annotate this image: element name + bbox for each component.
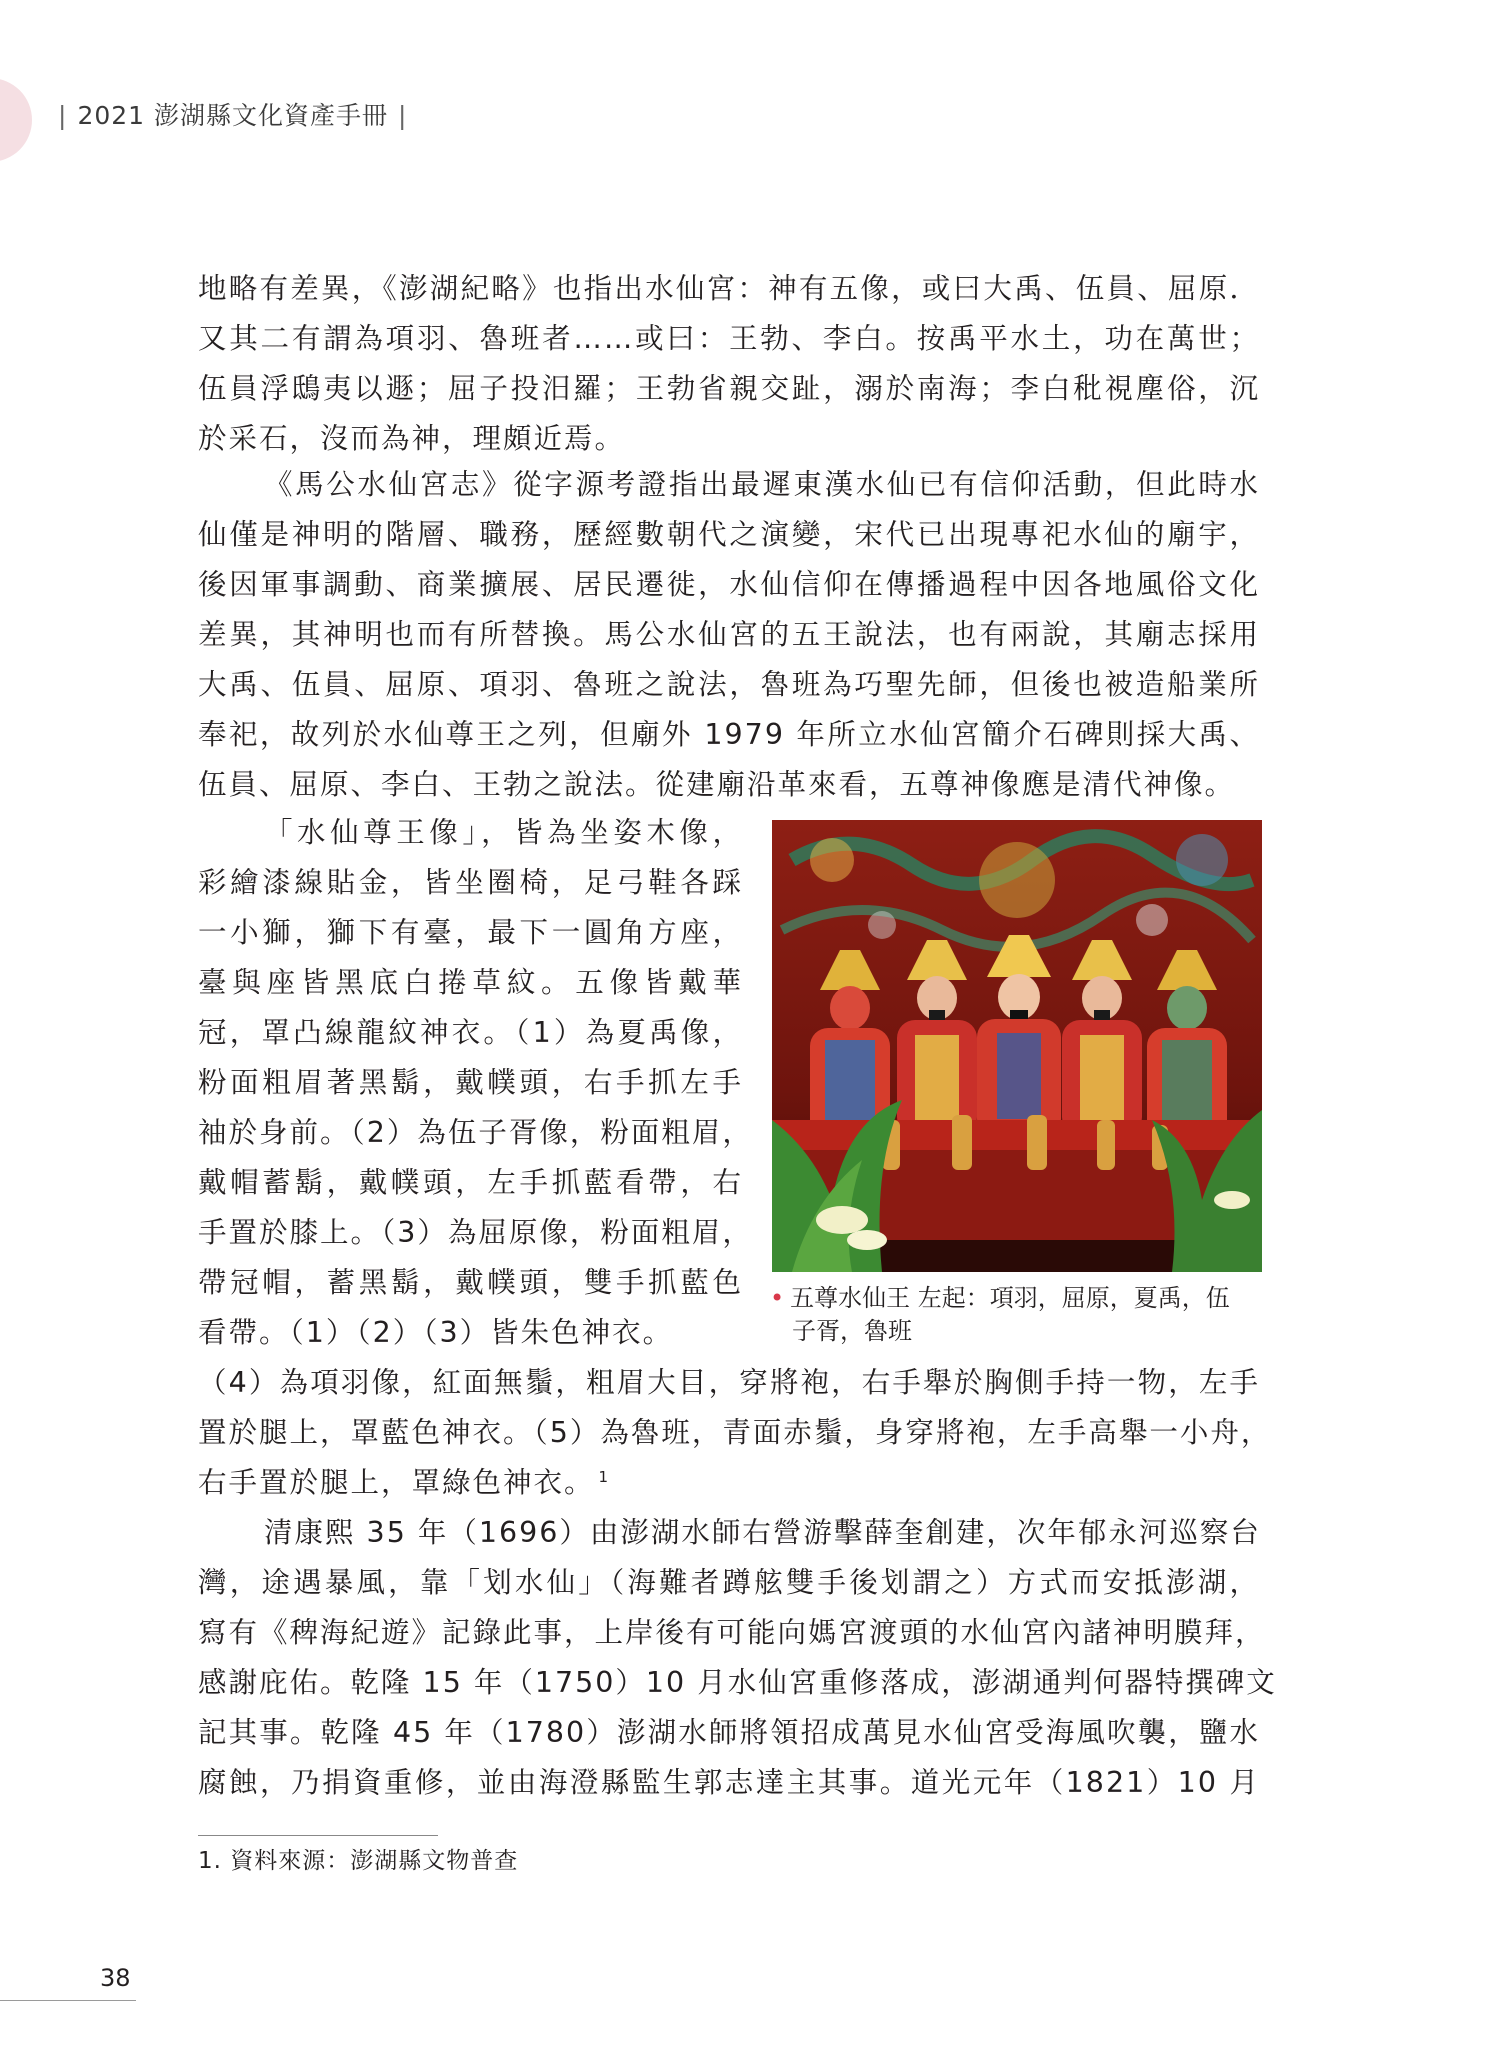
caption-line-1: 五尊水仙王 左起：項羽，屈原，夏禹，伍 xyxy=(790,1284,1230,1312)
header-bar-left: | xyxy=(58,101,68,130)
text-line: 記其事。乾隆 45 年（1780）澎湖水師將領招成萬見水仙宮受海風吹襲，鹽水 xyxy=(198,1716,1260,1749)
text-line-content: 右手置於腿上，罩綠色神衣。 xyxy=(198,1466,595,1499)
text-line: 伍員、屈原、李白、王勃之說法。從建廟沿革來看，五尊神像應是清代神像。 xyxy=(198,768,1236,801)
text-line: 大禹、伍員、屈原、項羽、魯班之說法，魯班為巧聖先師，但後也被造船業所 xyxy=(198,668,1260,701)
text-line: 地略有差異，《澎湖紀略》也指出水仙宮：神有五像，或曰大禹、伍員、屈原． xyxy=(198,272,1260,305)
text-line: 感謝庇佑。乾隆 15 年（1750）10 月水仙宮重修落成，澎湖通判何器特撰碑文 xyxy=(198,1666,1277,1699)
page-number: 38 xyxy=(100,1964,131,1992)
caption-bullet: • xyxy=(770,1284,785,1312)
corner-decoration xyxy=(0,78,32,162)
text-line: 彩繪漆線貼金，皆坐圈椅，足弓鞋各踩 xyxy=(198,866,743,899)
text-line: 戴帽蓄鬍，戴幞頭，左手抓藍看帶，右 xyxy=(198,1166,743,1199)
text-line: 寫有《稗海紀遊》記錄此事，上岸後有可能向媽宮渡頭的水仙宮內諸神明膜拜， xyxy=(198,1616,1266,1649)
footnote-divider xyxy=(198,1835,438,1836)
header-bar-right: | xyxy=(398,101,408,130)
text-line: 手置於膝上。（3）為屈原像，粉面粗眉， xyxy=(198,1216,753,1249)
text-line: （4）為項羽像，紅面無鬚，粗眉大目，穿將袍，右手舉於胸側手持一物，左手 xyxy=(198,1366,1260,1399)
text-line: 腐蝕，乃捐資重修，並由海澄縣監生郭志達主其事。道光元年（1821）10 月 xyxy=(198,1766,1260,1799)
text-line: 奉祀，故列於水仙尊王之列，但廟外 1979 年所立水仙宮簡介石碑則採大禹、 xyxy=(198,718,1260,751)
paragraph-4 xyxy=(198,1508,1277,1808)
text-line: 置於腿上，罩藍色神衣。（5）為魯班，青面赤鬚，身穿將袍，左手高舉一小舟， xyxy=(198,1416,1272,1449)
paragraph-1 xyxy=(198,264,1260,464)
text-line: 看帶。（1）（2）（3）皆朱色神衣。 xyxy=(198,1316,674,1349)
text-line: 又其二有謂為項羽、魯班者……或曰：王勃、李白。按禹平水土，功在萬世； xyxy=(198,322,1260,355)
text-line: 冠，罩凸線龍紋神衣。（1）為夏禹像， xyxy=(198,1016,743,1049)
figure-caption xyxy=(770,1282,1270,1348)
running-header xyxy=(58,96,417,132)
text-line: 於采石，沒而為神，理頗近焉。 xyxy=(198,422,626,455)
header-title: 2021 澎湖縣文化資產手冊 xyxy=(77,101,389,130)
text-line xyxy=(198,1458,1260,1508)
text-line: 後因軍事調動、商業擴展、居民遷徙，水仙信仰在傳播過程中因各地風俗文化 xyxy=(198,568,1260,601)
page-number-rule xyxy=(0,2000,136,2001)
text-line: 一小獅，獅下有臺，最下一圓角方座， xyxy=(198,916,743,949)
deity-photo-illustration xyxy=(772,820,1262,1272)
paragraph-2 xyxy=(198,460,1260,810)
text-line: 仙僅是神明的階層、職務，歷經數朝代之演變，宋代已出現專祀水仙的廟宇， xyxy=(198,518,1260,551)
footnote: 1. 資料來源：澎湖縣文物普查 xyxy=(198,1848,519,1874)
text-line: 灣，途遇暴風，靠「划水仙」（海難者蹲舷雙手後划謂之）方式而安抵澎湖， xyxy=(198,1566,1260,1599)
text-line: 清康熙 35 年（1696）由澎湖水師右營游擊薛奎創建，次年郁永河巡察台 xyxy=(264,1516,1261,1549)
text-line: 「水仙尊王像」，皆為坐姿木像， xyxy=(264,816,743,849)
caption-line-2: 子胥，魯班 xyxy=(792,1317,912,1345)
deity-photo xyxy=(772,820,1262,1272)
text-line: 伍員浮鴟夷以遯；屈子投汨羅；王勃省親交趾，溺於南海；李白秕視塵俗，沉 xyxy=(198,372,1260,405)
paragraph-3-wrapped xyxy=(198,808,753,1358)
text-line: 臺與座皆黑底白捲草紋。五像皆戴華 xyxy=(198,966,743,999)
footnote-reference: 1 xyxy=(598,1467,611,1486)
text-line: 粉面粗眉著黑鬍，戴幞頭，右手抓左手 xyxy=(198,1066,743,1099)
text-line: 差異，其神明也而有所替換。馬公水仙宮的五王說法，也有兩說，其廟志採用 xyxy=(198,618,1260,651)
paragraph-3-continued xyxy=(198,1358,1272,1508)
text-line: 《馬公水仙宮志》從字源考證指出最遲東漢水仙已有信仰活動，但此時水 xyxy=(264,468,1260,501)
text-line: 袖於身前。（2）為伍子胥像，粉面粗眉， xyxy=(198,1116,753,1149)
text-line: 帶冠帽，蓄黑鬍，戴幞頭，雙手抓藍色 xyxy=(198,1266,743,1299)
